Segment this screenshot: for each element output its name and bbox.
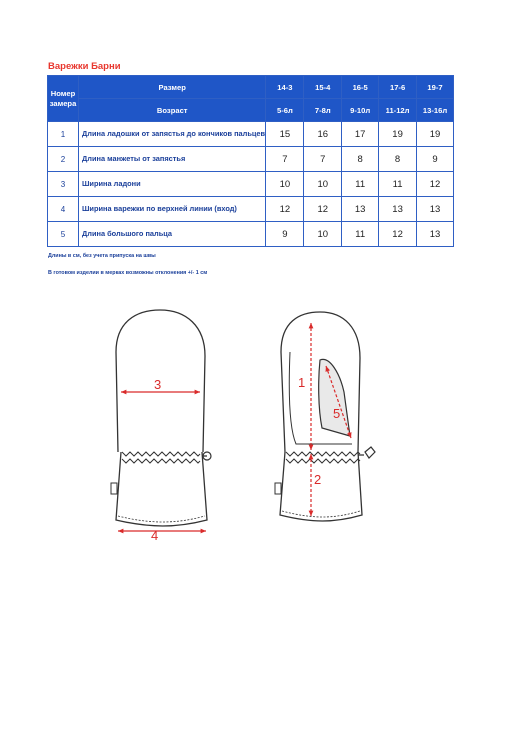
size-value: 19-7	[417, 76, 454, 99]
label-1: 1	[298, 375, 306, 390]
table-cell: 19	[417, 122, 454, 147]
row-number: 1	[48, 122, 79, 147]
measurement-name: Длина большого пальца	[78, 222, 265, 247]
table-cell: 13	[342, 197, 379, 222]
thumb-piece	[319, 359, 350, 436]
age-value: 7-8л	[304, 99, 342, 122]
size-label: Размер	[78, 76, 265, 99]
age-value: 11-12л	[379, 99, 417, 122]
size-value: 14-3	[266, 76, 304, 99]
cord-toggle	[358, 447, 375, 458]
table-cell: 12	[304, 197, 342, 222]
measurement-name: Длина ладошки от запястья до кончиков пальцев	[78, 122, 265, 147]
table-cell: 7	[304, 147, 342, 172]
table-cell: 19	[379, 122, 417, 147]
cuff-seam-zigzag	[286, 452, 360, 463]
table-cell: 16	[304, 122, 342, 147]
table-cell: 12	[417, 172, 454, 197]
measurement-labels	[151, 375, 340, 543]
side-label-tab	[111, 483, 117, 494]
table-cell: 15	[266, 122, 304, 147]
table-cell: 11	[379, 172, 417, 197]
table-cell: 10	[266, 172, 304, 197]
age-label: Возраст	[78, 99, 265, 122]
cuff-back-outline	[116, 452, 207, 526]
hem-stitching	[282, 511, 360, 517]
cord-toggle	[203, 452, 211, 460]
row-number: 2	[48, 147, 79, 172]
measurement-name: Ширина варежки по верхней линии (вход)	[78, 197, 265, 222]
row-number: 5	[48, 222, 79, 247]
table-cell: 8	[379, 147, 417, 172]
table-cell: 9	[417, 147, 454, 172]
number-column-header: Номер замера	[48, 76, 79, 122]
age-value: 9-10л	[342, 99, 379, 122]
table-cell: 10	[304, 172, 342, 197]
units-note: Длины в см, без учета припуска на швы	[48, 253, 156, 259]
table-cell: 9	[266, 222, 304, 247]
mitten-back-view	[111, 310, 211, 526]
tolerance-note: В готовом изделии в мерках возможны отклонения +/- 1 см	[48, 270, 208, 276]
age-value: 5-6л	[266, 99, 304, 122]
table-cell: 13	[417, 197, 454, 222]
table-cell: 10	[304, 222, 342, 247]
measurement-name: Ширина ладони	[78, 172, 265, 197]
row-number: 4	[48, 197, 79, 222]
age-value: 13-16л	[417, 99, 454, 122]
table-cell: 13	[417, 222, 454, 247]
mitten-palm-view	[275, 312, 375, 521]
hem-stitching	[118, 516, 205, 522]
size-value: 16-5	[342, 76, 379, 99]
label-5: 5	[333, 406, 341, 421]
measurement-lines	[118, 323, 351, 531]
measurement-name: Длина манжеты от запястья	[78, 147, 265, 172]
table-cell: 8	[342, 147, 379, 172]
table-cell: 11	[342, 222, 379, 247]
table-cell: 13	[379, 197, 417, 222]
table-cell: 12	[379, 222, 417, 247]
label-3: 3	[154, 377, 162, 392]
table-cell: 7	[266, 147, 304, 172]
row-number: 3	[48, 172, 79, 197]
cuff-seam-zigzag	[122, 452, 200, 463]
label-2: 2	[314, 472, 322, 487]
table-cell: 12	[266, 197, 304, 222]
document-title: Варежки Барни	[48, 61, 121, 72]
side-label-tab	[275, 483, 281, 494]
table-cell: 17	[342, 122, 379, 147]
size-value: 15-4	[304, 76, 342, 99]
table-cell: 11	[342, 172, 379, 197]
size-value: 17-6	[379, 76, 417, 99]
label-4: 4	[151, 528, 159, 543]
